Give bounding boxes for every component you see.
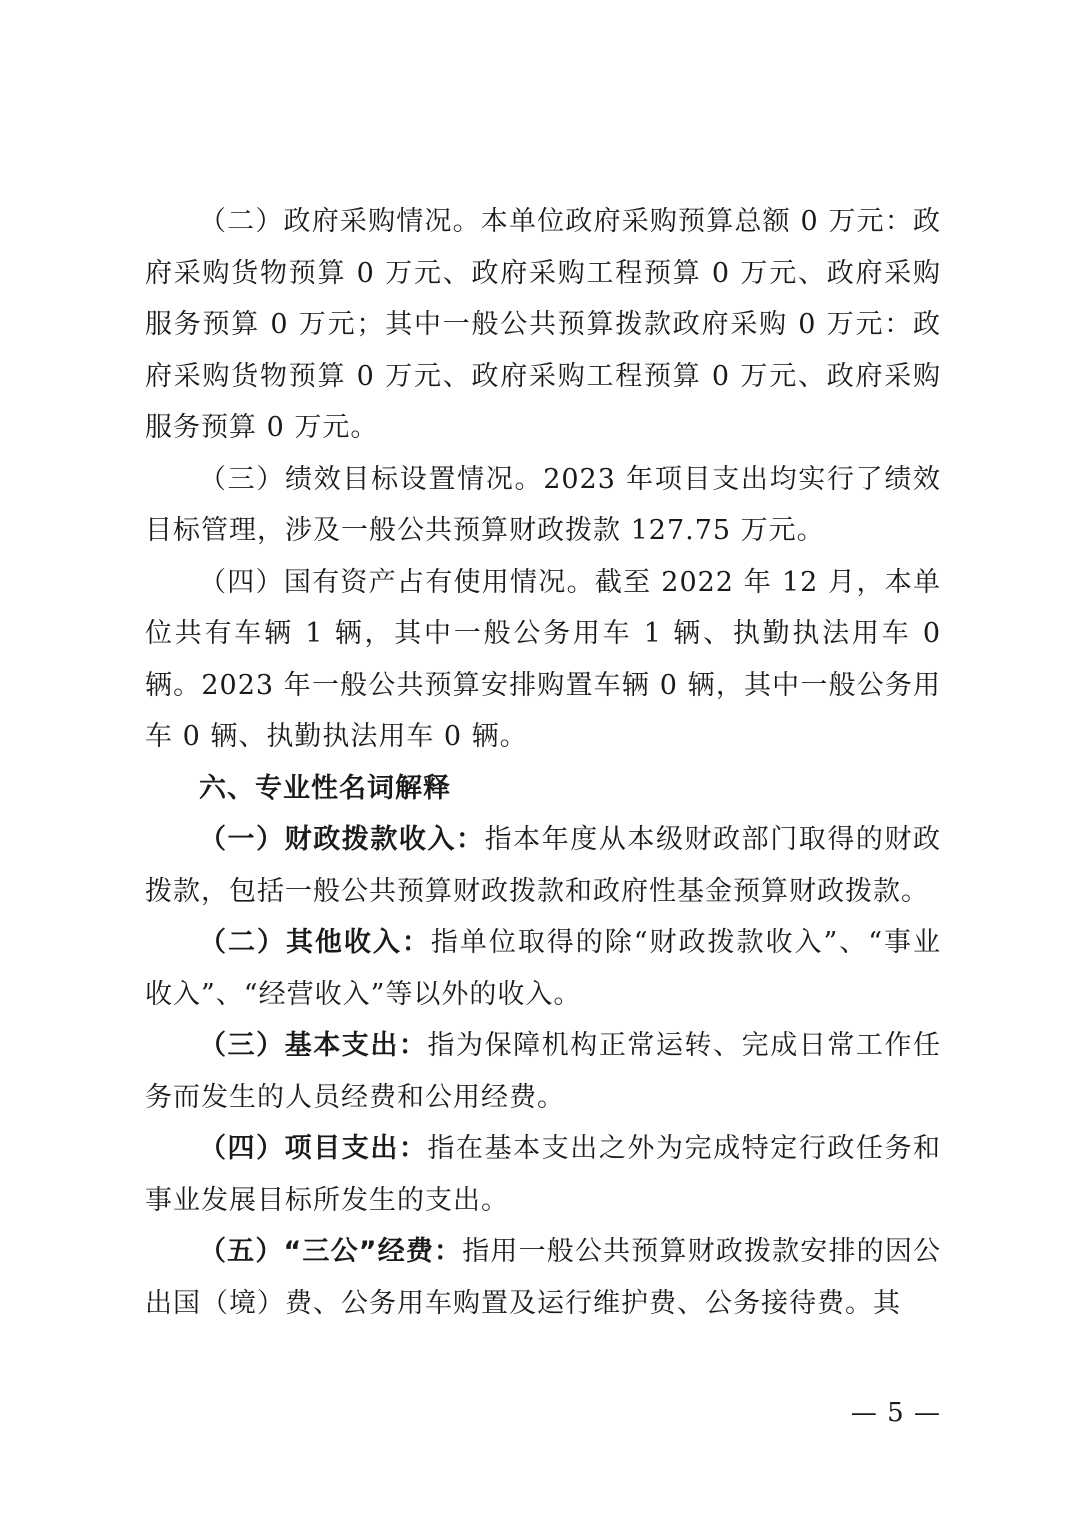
definition-term: （二）其他收入： (199, 927, 431, 958)
paragraph-lead: （四）国有资产占有使用情况。 (199, 566, 595, 598)
page-number: — 5 — (850, 1398, 941, 1428)
definition-term: （四）项目支出： (199, 1133, 428, 1164)
definition-three-public-expenses (145, 1226, 941, 1329)
definition-other-income (145, 917, 941, 1020)
paragraph-government-procurement (145, 196, 941, 454)
definition-term: （一）财政拨款收入： (199, 824, 485, 855)
paragraph-text: 截至 2022 年 12 月，本单位共有车辆 1 辆，其中一般公务用车 1 辆、执勤执法用车 0 辆。2023 年一般公共预算安排购置车辆 0 辆，其中一般公务用车 0 辆、执勤执法用车 0 辆。 (145, 566, 942, 752)
definition-text: 指用一般公共预算财政拨款安排的因公出国（境）费、公务用车购置及运行维护费、公务接待费。其 (145, 1236, 942, 1319)
definition-project-expenditure (145, 1123, 941, 1226)
document-body (145, 196, 941, 1329)
definition-fiscal-appropriation-income (145, 814, 941, 917)
definition-basic-expenditure (145, 1020, 941, 1123)
definition-term: （五）“三公”经费： (199, 1236, 463, 1267)
paragraph-lead: （三）绩效目标设置情况。 (199, 463, 544, 495)
definition-text: 指本年度从本级财政部门取得的财政拨款，包括一般公共预算财政拨款和政府性基金预算财政拨款。 (145, 824, 942, 907)
paragraph-lead: （二）政府采购情况。 (199, 206, 481, 237)
definition-text: 指单位取得的除“财政拨款收入”、“事业收入”、“经营收入”等以外的收入。 (145, 927, 941, 1010)
paragraph-text: 2023 年项目支出均实行了绩效目标管理，涉及一般公共预算财政拨款 127.75 万元。 (145, 463, 942, 546)
definition-text: 指为保障机构正常运转、完成日常工作任务而发生的人员经费和公用经费。 (145, 1030, 942, 1113)
paragraph-performance-targets (145, 454, 941, 557)
section-heading: 六、专业性名词解释 (199, 772, 451, 804)
definition-term: （三）基本支出： (199, 1030, 428, 1061)
definition-text: 指在基本支出之外为完成特定行政任务和事业发展目标所发生的支出。 (145, 1133, 942, 1216)
paragraph-text: 本单位政府采购预算总额 0 万元：政府采购货物预算 0 万元、政府采购工程预算 0 万元、政府采购服务预算 0 万元；其中一般公共预算拨款政府采购 0 万元：政府采购货物预算 0 万元、政府采购工程预算 0 万元、政府采购服务预算 0 万元。 (145, 206, 942, 443)
paragraph-state-assets (145, 557, 941, 763)
